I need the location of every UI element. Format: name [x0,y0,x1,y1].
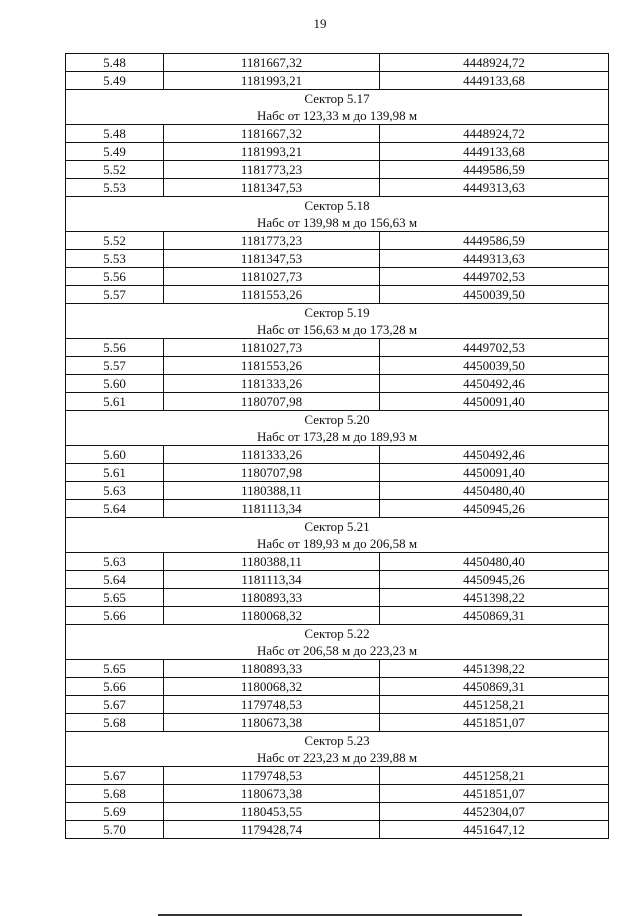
x-coordinate-cell: 1181027,73 [164,339,380,357]
y-coordinate-cell: 4450039,50 [380,286,609,304]
table-row [66,714,609,732]
sector-header-row [66,518,609,553]
y-coordinate-cell: 4451258,21 [380,696,609,714]
sector-header-cell [66,411,609,446]
x-coordinate-cell: 1181333,26 [164,375,380,393]
table-row [66,500,609,518]
point-number-cell: 5.69 [66,803,164,821]
y-coordinate-cell: 4449586,59 [380,232,609,250]
sector-header-cell [66,304,609,339]
sector-header-cell [66,90,609,125]
y-coordinate-cell: 4449313,63 [380,250,609,268]
table-row [66,54,609,72]
point-number-cell: 5.52 [66,232,164,250]
point-number-cell: 5.49 [66,72,164,90]
table-row [66,143,609,161]
point-number-cell: 5.67 [66,767,164,785]
table-row [66,268,609,286]
sector-range: Набс от 206,58 м до 223,23 м [256,643,418,658]
y-coordinate-cell: 4450945,26 [380,571,609,589]
x-coordinate-cell: 1180707,98 [164,393,380,411]
point-number-cell: 5.64 [66,500,164,518]
x-coordinate-cell: 1181667,32 [164,54,380,72]
point-number-cell: 5.56 [66,339,164,357]
point-number-cell: 5.63 [66,553,164,571]
x-coordinate-cell: 1179748,53 [164,696,380,714]
y-coordinate-cell: 4451258,21 [380,767,609,785]
table-row [66,179,609,197]
y-coordinate-cell: 4450091,40 [380,464,609,482]
point-number-cell: 5.61 [66,393,164,411]
y-coordinate-cell: 4448924,72 [380,125,609,143]
x-coordinate-cell: 1181553,26 [164,286,380,304]
point-number-cell: 5.65 [66,660,164,678]
y-coordinate-cell: 4451398,22 [380,660,609,678]
sector-header-row [66,411,609,446]
sector-header-row [66,304,609,339]
point-number-cell: 5.67 [66,696,164,714]
sector-title: Сектор 5.21 [304,519,370,534]
table-row [66,767,609,785]
x-coordinate-cell: 1181553,26 [164,357,380,375]
x-coordinate-cell: 1181333,26 [164,446,380,464]
point-number-cell: 5.64 [66,571,164,589]
x-coordinate-cell: 1180893,33 [164,660,380,678]
point-number-cell: 5.60 [66,375,164,393]
y-coordinate-cell: 4450492,46 [380,446,609,464]
point-number-cell: 5.52 [66,161,164,179]
coordinates-table-body [66,54,609,839]
y-coordinate-cell: 4451398,22 [380,589,609,607]
sector-title: Сектор 5.22 [304,626,370,641]
point-number-cell: 5.68 [66,714,164,732]
point-number-cell: 5.66 [66,607,164,625]
y-coordinate-cell: 4450945,26 [380,500,609,518]
table-row [66,803,609,821]
table-row [66,660,609,678]
table-row [66,339,609,357]
sector-range: Набс от 123,33 м до 139,98 м [256,108,418,123]
x-coordinate-cell: 1181773,23 [164,232,380,250]
sector-range: Набс от 139,98 м до 156,63 м [256,215,418,230]
y-coordinate-cell: 4450492,46 [380,375,609,393]
y-coordinate-cell: 4451851,07 [380,785,609,803]
sector-title: Сектор 5.18 [304,198,370,213]
x-coordinate-cell: 1181027,73 [164,268,380,286]
x-coordinate-cell: 1180068,32 [164,607,380,625]
table-row [66,821,609,839]
y-coordinate-cell: 4449133,68 [380,72,609,90]
y-coordinate-cell: 4449702,53 [380,268,609,286]
y-coordinate-cell: 4450869,31 [380,607,609,625]
x-coordinate-cell: 1181993,21 [164,143,380,161]
y-coordinate-cell: 4449313,63 [380,179,609,197]
point-number-cell: 5.68 [66,785,164,803]
point-number-cell: 5.57 [66,357,164,375]
sector-title: Сектор 5.20 [304,412,370,427]
y-coordinate-cell: 4450480,40 [380,553,609,571]
x-coordinate-cell: 1181347,53 [164,250,380,268]
x-coordinate-cell: 1180453,55 [164,803,380,821]
y-coordinate-cell: 4451851,07 [380,714,609,732]
table-row [66,286,609,304]
y-coordinate-cell: 4449586,59 [380,161,609,179]
coordinates-table [65,53,609,839]
sector-title: Сектор 5.19 [304,305,370,320]
point-number-cell: 5.57 [66,286,164,304]
table-row [66,482,609,500]
x-coordinate-cell: 1180673,38 [164,785,380,803]
table-row [66,232,609,250]
sector-header-row [66,625,609,660]
table-row [66,72,609,90]
x-coordinate-cell: 1180707,98 [164,464,380,482]
x-coordinate-cell: 1180893,33 [164,589,380,607]
x-coordinate-cell: 1180673,38 [164,714,380,732]
y-coordinate-cell: 4449133,68 [380,143,609,161]
page-number: 19 [313,16,327,31]
table-row [66,375,609,393]
sector-header-row [66,90,609,125]
sector-header-cell [66,625,609,660]
x-coordinate-cell: 1181113,34 [164,500,380,518]
table-row [66,446,609,464]
x-coordinate-cell: 1181113,34 [164,571,380,589]
sector-range: Набс от 189,93 м до 206,58 м [256,536,418,551]
table-row [66,393,609,411]
table-row [66,250,609,268]
x-coordinate-cell: 1180068,32 [164,678,380,696]
x-coordinate-cell: 1181667,32 [164,125,380,143]
x-coordinate-cell: 1181773,23 [164,161,380,179]
table-row [66,161,609,179]
point-number-cell: 5.70 [66,821,164,839]
x-coordinate-cell: 1180388,11 [164,553,380,571]
x-coordinate-cell: 1181347,53 [164,179,380,197]
y-coordinate-cell: 4451647,12 [380,821,609,839]
table-row [66,678,609,696]
y-coordinate-cell: 4452304,07 [380,803,609,821]
y-coordinate-cell: 4450869,31 [380,678,609,696]
sector-header-cell [66,518,609,553]
x-coordinate-cell: 1181993,21 [164,72,380,90]
sector-header-cell [66,732,609,767]
table-row [66,553,609,571]
table-row [66,696,609,714]
sector-header-cell [66,197,609,232]
point-number-cell: 5.53 [66,179,164,197]
point-number-cell: 5.56 [66,268,164,286]
x-coordinate-cell: 1179428,74 [164,821,380,839]
point-number-cell: 5.63 [66,482,164,500]
point-number-cell: 5.66 [66,678,164,696]
x-coordinate-cell: 1179748,53 [164,767,380,785]
point-number-cell: 5.65 [66,589,164,607]
point-number-cell: 5.48 [66,54,164,72]
y-coordinate-cell: 4449702,53 [380,339,609,357]
table-row [66,571,609,589]
table-row [66,785,609,803]
y-coordinate-cell: 4448924,72 [380,54,609,72]
point-number-cell: 5.61 [66,464,164,482]
sector-range: Набс от 223,23 м до 239,88 м [256,750,418,765]
sector-range: Набс от 156,63 м до 173,28 м [256,322,418,337]
y-coordinate-cell: 4450091,40 [380,393,609,411]
table-row [66,607,609,625]
sector-header-row [66,197,609,232]
point-number-cell: 5.53 [66,250,164,268]
point-number-cell: 5.49 [66,143,164,161]
sector-title: Сектор 5.23 [304,733,370,748]
y-coordinate-cell: 4450480,40 [380,482,609,500]
table-row [66,464,609,482]
table-row [66,357,609,375]
sector-title: Сектор 5.17 [304,91,370,106]
point-number-cell: 5.60 [66,446,164,464]
table-row [66,589,609,607]
sector-header-row [66,732,609,767]
y-coordinate-cell: 4450039,50 [380,357,609,375]
sector-range: Набс от 173,28 м до 189,93 м [256,429,418,444]
point-number-cell: 5.48 [66,125,164,143]
x-coordinate-cell: 1180388,11 [164,482,380,500]
table-row [66,125,609,143]
